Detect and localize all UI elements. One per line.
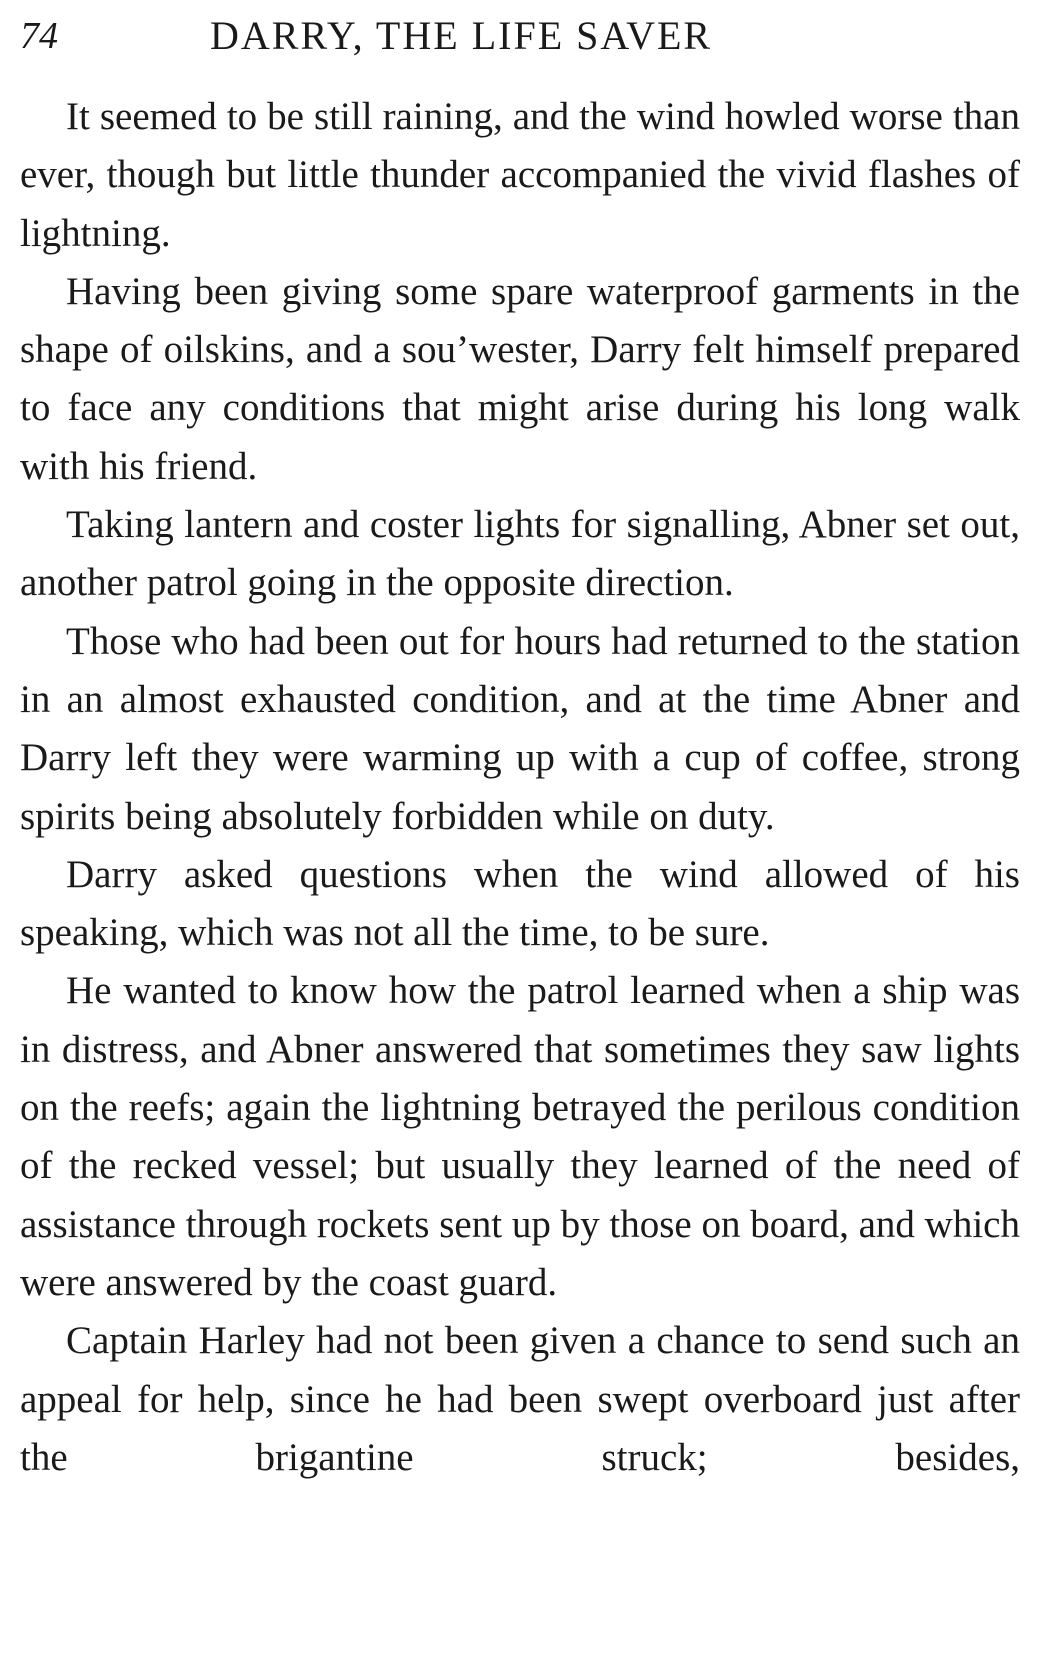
paragraph-2: Having been giving some spare waterproof garments in the shape of oilskins, and a sou’wester, Darry felt himself prepared to face any conditions that might arise during his long walk with his friend. [20,269,1020,488]
paragraph-1: It seemed to be still raining, and the wind howled worse than ever, though but little thunder accompanied the vivid flashes of lightning. [20,95,1020,255]
page-number: 74 [20,15,58,57]
paragraph-3: Taking lantern and coster lights for signalling, Abner set out, another patrol going in the opposite direction. [20,503,1020,605]
running-head [20,8,1020,68]
paragraph-7: Captain Harley had not been given a chance to send such an appeal for help, since he had been swept overboard just after the brigantine struck; besides, [20,1319,1020,1479]
body-text [20,88,1020,1487]
paragraph-4: Those who had been out for hours had returned to the station in an almost exhausted condition, and at the time Abner and Darry left they were warming up with a cup of coffee, strong spirits being absolutely forbidden while on duty. [20,619,1020,838]
paragraph-6: He wanted to know how the patrol learned when a ship was in distress, and Abner answered that sometimes they saw lights on the reefs; again the lightning betrayed the perilous condition of the recked vessel; but usually they learned of the need of assistance through rockets sent up by those on board, and which were answered by the coast guard. [20,969,1020,1304]
running-title: DARRY, THE LIFE SAVER [210,13,713,58]
paragraph-5: Darry asked questions when the wind allowed of his speaking, which was not all the time, to be sure. [20,852,1020,955]
